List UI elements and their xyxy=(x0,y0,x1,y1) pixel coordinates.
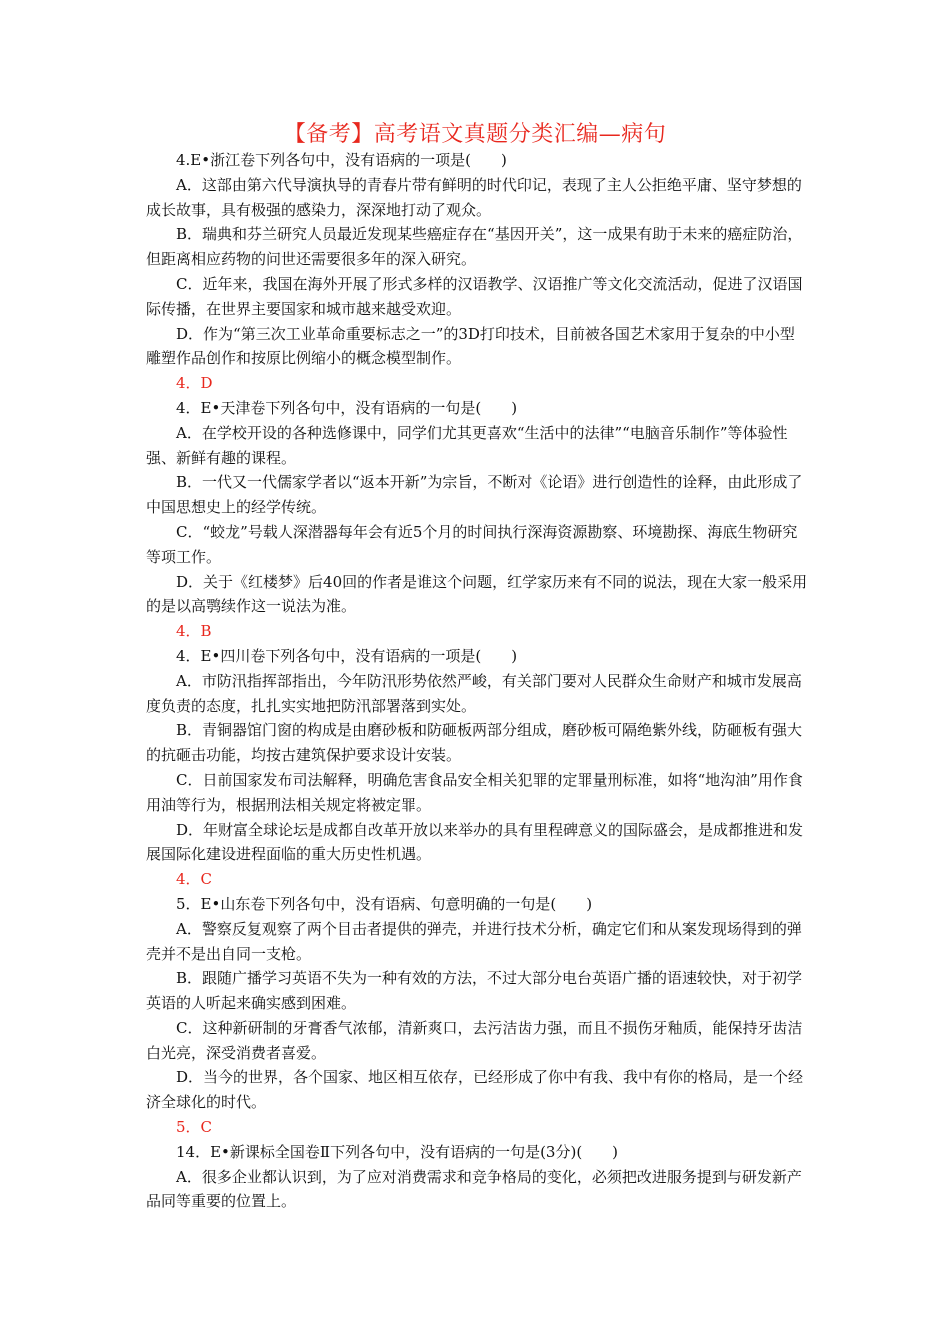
question-stem: 4．E•四川卷下列各句中，没有语病的一项是( ) xyxy=(176,646,518,665)
question-option: A．很多企业都认识到，为了应对消费需求和竞争格局的变化，必须把改进服务提到与研发新产品同等重要的位置上。 xyxy=(146,1167,802,1211)
question-option: B．一代又一代儒家学者以“返本开新”为宗旨，不断对《论语》进行创造性的诠释，由此形成了中国思想史上的经学传统。 xyxy=(146,473,803,517)
question-option: A．市防汛指挥部指出，今年防汛形势依然严峻，有关部门要对人民群众生命财产和城市发展高度负责的态度，扎扎实实地把防汛部署落到实处。 xyxy=(146,671,802,715)
question-stem: 4．E•天津卷下列各句中，没有语病的一句是( ) xyxy=(176,398,518,417)
question-option: B．瑞典和芬兰研究人员最近发现某些癌症存在“基因开关”，这一成果有助于未来的癌症防治，但距离相应药物的问世还需要很多年的深入研究。 xyxy=(146,225,803,269)
question-option: B．青铜器馆门窗的构成是由磨砂板和防砸板两部分组成，磨砂板可隔绝紫外线，防砸板有强大的抗砸击功能，均按古建筑保护要求设计安装。 xyxy=(146,721,803,765)
document-title: 【备考】高考语文真题分类汇编—病句 xyxy=(283,122,667,147)
question-stem: 4.E•浙江卷下列各句中，没有语病的一项是( ) xyxy=(176,151,507,169)
question-option: D．关于《红楼梦》后40回的作者是谁这个问题，红学家历来有不同的说法，现在大家一般采用的是以高鹗续作这一说法为准。 xyxy=(146,572,808,616)
document-body xyxy=(146,148,808,1214)
question-answer: 4．B xyxy=(176,622,212,641)
question-option: A．在学校开设的各种选修课中，同学们尤其更喜欢“生活中的法律”“电脑音乐制作”等体验性强、新鲜有趣的课程。 xyxy=(146,423,788,467)
question-option: A．警察反复观察了两个目击者提供的弹壳，并进行技术分析，确定它们和从案发现场得到的弹壳并不是出自同一支枪。 xyxy=(146,919,802,963)
question-option: D．年财富全球论坛是成都自改革开放以来举办的具有里程碑意义的国际盛会，是成都推进和发展国际化建设进程面临的重大历史性机遇。 xyxy=(146,820,804,864)
question-option: B．跟随广播学习英语不失为一种有效的方法，不过大部分电台英语广播的语速较快，对于初学英语的人听起来确实感到困难。 xyxy=(146,969,803,1013)
question-answer: 4．C xyxy=(176,870,213,889)
question-option: C．日前国家发布司法解释，明确危害食品安全相关犯罪的定罪量刑标准，如将“地沟油”用作食用油等行为，根据刑法相关规定将被定罪。 xyxy=(146,770,803,814)
question-stem: 14．E•新课标全国卷Ⅱ下列各句中，没有语病的一句是(3分)( ) xyxy=(176,1142,619,1161)
question-option: C．近年来，我国在海外开展了形式多样的汉语教学、汉语推广等文化交流活动，促进了汉语国际传播，在世界主要国家和城市越来越受欢迎。 xyxy=(146,274,803,318)
question-answer: 4．D xyxy=(176,374,213,393)
question-option: C．这种新研制的牙膏香气浓郁，清新爽口，去污洁齿力强，而且不损伤牙釉质，能保持牙齿洁白光亮，深受消费者喜爱。 xyxy=(146,1018,803,1062)
question-option: A．这部由第六代导演执导的青春片带有鲜明的时代印记，表现了主人公拒绝平庸、坚守梦想的成长故事，具有极强的感染力，深深地打动了观众。 xyxy=(146,175,802,219)
question-option: D．作为“第三次工业革命重要标志之一”的3D打印技术，目前被各国艺术家用于复杂的中小型雕塑作品创作和按原比例缩小的概念模型制作。 xyxy=(146,324,795,368)
question-option: D．当今的世界，各个国家、地区相互依存，已经形成了你中有我、我中有你的格局，是一个经济全球化的时代。 xyxy=(146,1068,804,1112)
question-stem: 5．E•山东卷下列各句中，没有语病、句意明确的一句是( ) xyxy=(176,894,593,913)
question-option: C．“蛟龙”号载人深潜器每年会有近5个月的时间执行深海资源勘察、环境勘探、海底生物研究等项工作。 xyxy=(146,522,798,566)
question-answer: 5．C xyxy=(176,1118,213,1137)
